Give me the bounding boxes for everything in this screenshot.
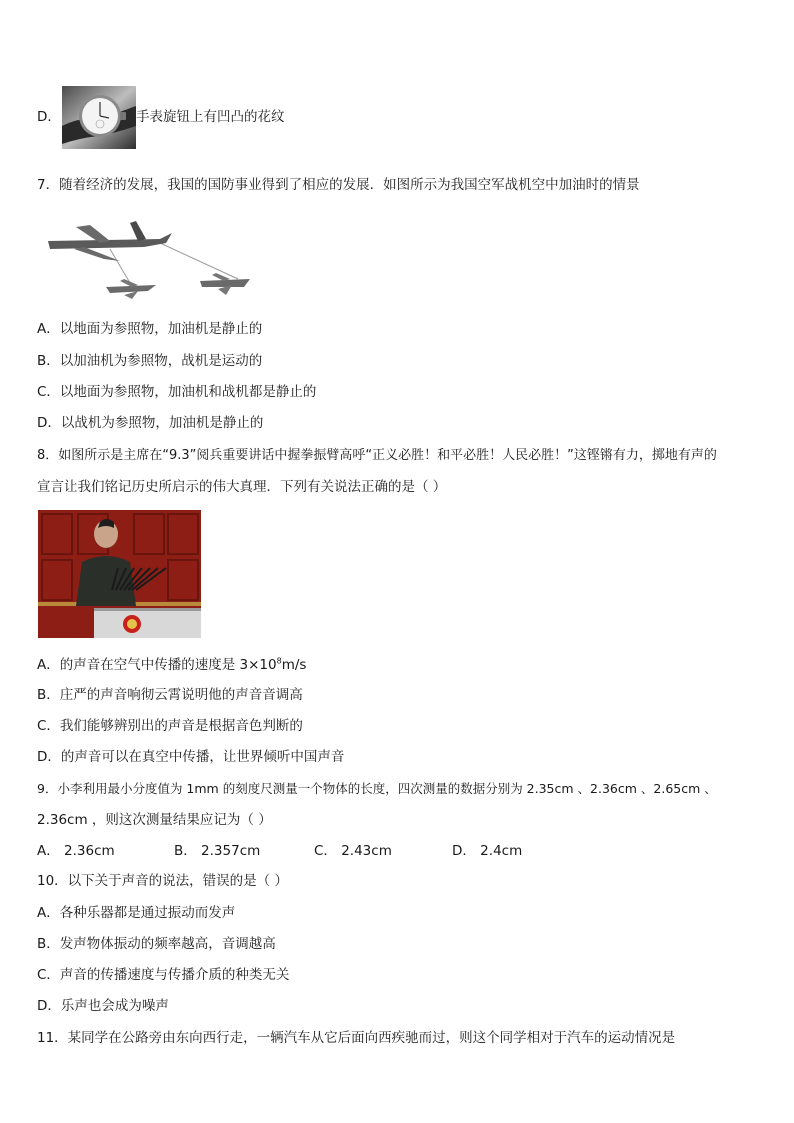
q8-option-a-unit: m/s bbox=[281, 657, 307, 673]
wristwatch-image bbox=[62, 86, 136, 149]
q10-option-d: D．乐声也会成为噪声 bbox=[37, 998, 169, 1014]
q6-option-d-label: D． bbox=[37, 109, 61, 125]
q10-option-a: A．各种乐器都是通过振动而发声 bbox=[37, 905, 236, 921]
q6-option-d bbox=[37, 108, 61, 126]
q9-stem-line2: 2.36cm ，则这次测量结果应记为（ ） bbox=[37, 812, 272, 828]
q9-option-a: A． 2.36cm bbox=[37, 843, 115, 859]
q10-option-b: B．发声物体振动的频率越高，音调越高 bbox=[37, 936, 276, 952]
q6-option-d-text: 手表旋钮上有凹凸的花纹 bbox=[136, 109, 285, 125]
q9-option-c: C． 2.43cm bbox=[314, 843, 392, 859]
q7-stem: 7．随着经济的发展，我国的国防事业得到了相应的发展．如图所示为我国空军战机空中加油时的情景 bbox=[37, 177, 640, 193]
q10-option-c: C．声音的传播速度与传播介质的种类无关 bbox=[37, 967, 290, 983]
q10-stem: 10．以下关于声音的说法，错误的是（ ） bbox=[37, 873, 288, 889]
q8-stem-line2: 宣言让我们铭记历史所启示的伟大真理．下列有关说法正确的是（ ） bbox=[37, 479, 447, 495]
q7-option-d: D．以战机为参照物，加油机是静止的 bbox=[37, 415, 264, 431]
q9-stem-line1: 9．小李利用最小分度值为 1mm 的刻度尺测量一个物体的长度，四次测量的数据分别为 2.35cm 、2.36cm 、2.65cm 、 bbox=[37, 781, 717, 796]
q9-option-b: B． 2.357cm bbox=[174, 843, 261, 859]
q8-stem-line1: 8．如图所示是主席在“9.3”阅兵重要讲话中握拳振臂高呼“正义必胜！和平必胜！人民必胜！”这铿锵有力，掷地有声的 bbox=[37, 448, 717, 463]
q8-option-c: C．我们能够辨别出的声音是根据音色判断的 bbox=[37, 718, 303, 734]
q8-option-b: B．庄严的声音响彻云霄说明他的声音音调高 bbox=[37, 687, 303, 703]
q8-option-d: D．的声音可以在真空中传播，让世界倾听中国声音 bbox=[37, 749, 345, 765]
q9-options-row bbox=[37, 842, 597, 860]
q11-stem: 11．某同学在公路旁由东向西行走，一辆汽车从它后面向西疾驰而过，则这个同学相对于汽车的运动情况是 bbox=[37, 1030, 676, 1046]
q7-option-b: B．以加油机为参照物，战机是运动的 bbox=[37, 353, 263, 369]
q8-option-a-exponent: 8 bbox=[276, 656, 282, 666]
q8-option-a-pre: A．的声音在空气中传播的速度是 3×10 bbox=[37, 657, 277, 673]
q9-option-d: D． 2.4cm bbox=[452, 843, 523, 859]
q7-option-c: C．以地面为参照物，加油机和战机都是静止的 bbox=[37, 384, 317, 400]
aerial-refueling-image bbox=[40, 215, 255, 305]
q7-option-a: A．以地面为参照物，加油机是静止的 bbox=[37, 321, 263, 337]
q8-option-a bbox=[37, 656, 306, 674]
speaker-podium-image bbox=[38, 510, 201, 638]
